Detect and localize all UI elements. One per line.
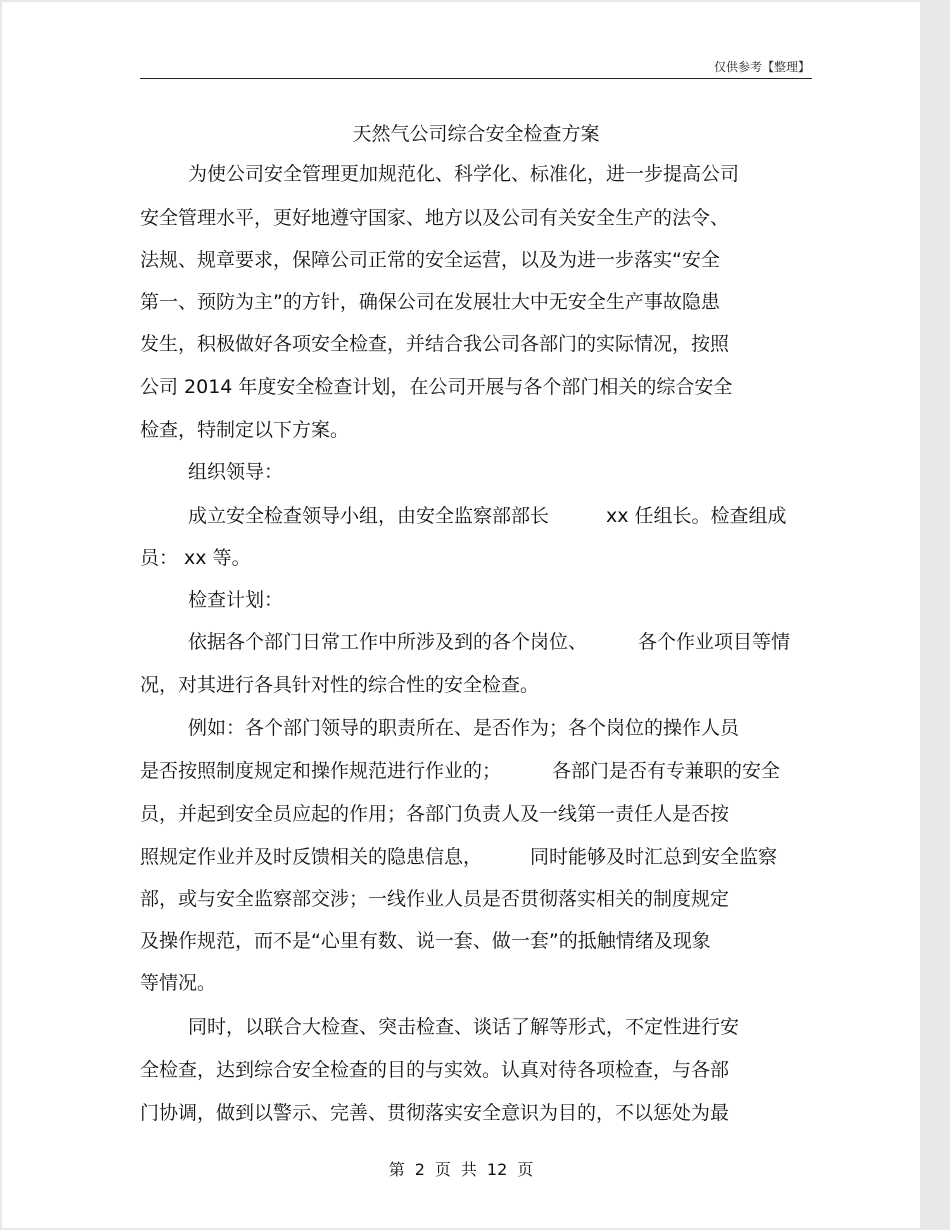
- body-line: xx 任组长。检查组成: [606, 505, 787, 527]
- header-rule: [140, 78, 812, 79]
- body-line: 例如：各个部门领导的职责所在、是否作为；各个岗位的操作人员: [188, 717, 740, 739]
- section-heading-organization: 组织领导：: [188, 461, 284, 483]
- footer-page-word: 页: [434, 1160, 451, 1179]
- body-line: 各部门是否有专兼职的安全: [552, 760, 781, 782]
- body-line: 照规定作业并及时反馈相关的隐患信息，: [140, 846, 483, 868]
- section-heading-plan: 检查计划：: [188, 589, 284, 611]
- document-page: [2, 2, 920, 1228]
- body-line: 同时，以联合大检查、突击检查、谈话了解等形式，不定性进行安: [188, 1016, 740, 1038]
- body-line: 员： xx 等。: [140, 547, 251, 569]
- body-line: 第一、预防为主”的方针，确保公司在发展壮大中无安全生产事故隐患: [140, 291, 720, 313]
- body-line: 安全管理水平，更好地遵守国家、地方以及公司有关安全生产的法令、: [140, 207, 730, 229]
- body-line: 检查，特制定以下方案。: [140, 419, 350, 441]
- body-line: 全检查，达到综合安全检查的目的与实效。认真对待各项检查，与各部: [140, 1059, 730, 1081]
- page-footer: [2, 1157, 920, 1180]
- body-line: 部，或与安全监察部交涉；一线作业人员是否贯彻落实相关的制度规定: [140, 888, 730, 910]
- body-line: 等情况。: [140, 972, 217, 994]
- body-line: 公司 2014 年度安全检查计划，在公司开展与各个部门相关的综合安全: [140, 376, 733, 398]
- body-line: 为使公司安全管理更加规范化、科学化、标准化，进一步提高公司: [188, 163, 740, 185]
- body-line: 及操作规范，而不是“心里有数、说一套、做一套”的抵触情绪及现象: [140, 930, 711, 952]
- body-line: 成立安全检查领导小组，由安全监察部部长: [188, 505, 550, 527]
- body-line: 法规、规章要求，保障公司正常的安全运营，以及为进一步落实“安全: [140, 249, 720, 271]
- body-line: 同时能够及时汇总到安全监察: [530, 846, 778, 868]
- body-line: 发生，积极做好各项安全检查，并结合我公司各部门的实际情况，按照: [140, 333, 730, 355]
- document-title: 天然气公司综合安全检查方案: [352, 123, 600, 145]
- body-line: 门协调，做到以警示、完善、贯彻落实安全意识为目的，不以惩处为最: [140, 1102, 730, 1124]
- footer-total-pages: 12: [486, 1160, 508, 1179]
- footer-suffix: 页: [517, 1160, 534, 1179]
- body-line: 员，并起到安全员应起的作用；各部门负责人及一线第一责任人是否按: [140, 803, 730, 825]
- body-line: 况，对其进行各具针对性的综合性的安全检查。: [140, 674, 540, 696]
- header-label: 仅供参考【整理】: [713, 60, 810, 74]
- footer-total-word: 共: [460, 1160, 477, 1179]
- footer-prefix: 第: [388, 1160, 405, 1179]
- body-line: 是否按照制度规定和操作规范进行作业的；: [140, 760, 502, 782]
- body-line: 依据各个部门日常工作中所涉及到的各个岗位、: [188, 631, 588, 653]
- body-line: 各个作业项目等情: [638, 631, 791, 653]
- footer-page-number: 2: [414, 1160, 425, 1179]
